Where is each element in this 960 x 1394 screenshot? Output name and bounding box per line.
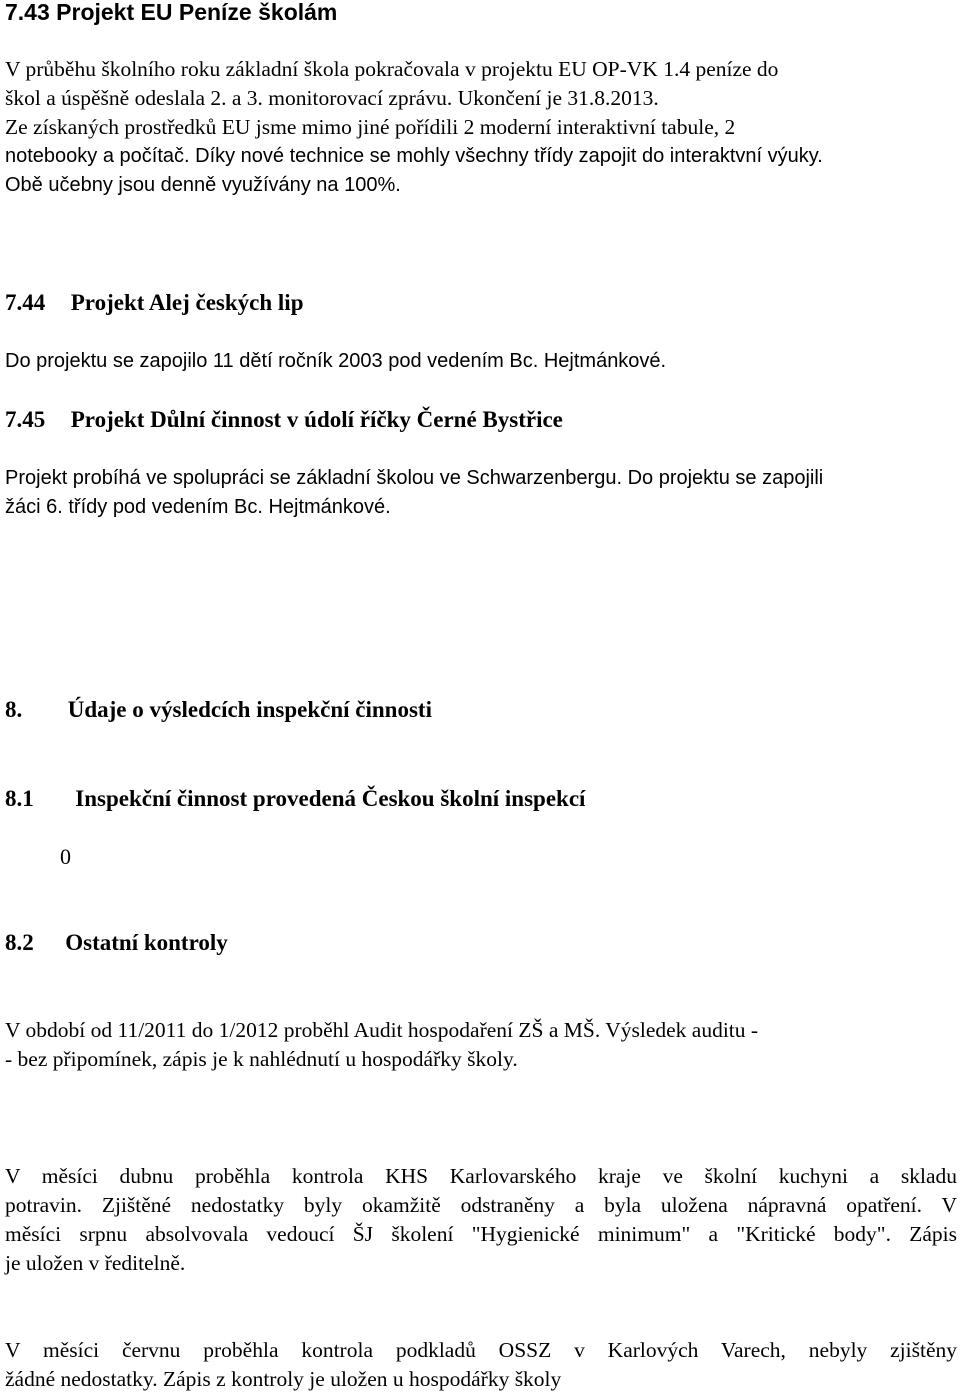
section-7-43-body [5,55,960,200]
body-line: V období od 11/2011 do 1/2012 proběhl Audit hospodaření ZŠ a MŠ. Výsledek auditu - [5,1018,759,1042]
section-number: 8. [5,697,23,722]
body-line: je uložen v ředitelně. [5,1251,186,1275]
section-8-1-heading [5,785,960,813]
section-title: Projekt Alej českých lip [70,290,304,315]
body-line: Do projektu se zapojilo 11 dětí ročník 2003 pod vedením Bc. Hejtmánkové. [5,350,667,372]
body-line: žáci 6. třídy pod vedením Bc. Hejtmánkové. [5,496,391,518]
body-line: notebooky a počítač. Díky nové technice se mohly všechny třídy zapojit do interaktvní výuky. [5,145,823,167]
section-7-44-body [5,347,960,376]
body-line: - bez připomínek, zápis je k nahlédnutí u hospodářky školy. [5,1047,518,1071]
section-8-2-heading [5,929,960,957]
body-line: potravin. Zjištěné nedostatky byly okamžitě odstraněny a byla uložena nápravná opatření. V [5,1193,957,1217]
section-number: 7.44 [5,290,46,315]
body-line: Projekt probíhá ve spolupráci se základní školou ve Schwarzenbergu. Do projektu se zapojili [5,467,824,489]
section-7-44-heading [5,289,960,317]
body-line: V měsíci dubnu proběhla kontrola KHS Karlovarského kraje ve školní kuchyni a skladu [5,1164,957,1188]
section-8-2-paragraph-khs [5,1162,957,1278]
section-8-2-paragraph-audit [5,1016,960,1074]
section-title: Projekt Důlní činnost v údolí říčky Černé Bystřice [70,407,563,432]
body-line: Ze získaných prostředků EU jsme mimo jiné pořídili 2 moderní interaktivní tabule, 2 [5,115,736,139]
section-7-45-body [5,464,960,522]
body-line: žádné nedostatky. Zápis z kontroly je uložen u hospodářky školy [5,1367,562,1391]
body-line: škol a úspěšně odeslala 2. a 3. monitorovací zprávu. Ukončení je 31.8.2013. [5,86,659,110]
body-line: V průběhu školního roku základní škola pokračovala v projektu EU OP-VK 1.4 peníze do [5,57,779,81]
section-title: Inspekční činnost provedená Českou školní inspekcí [75,786,586,811]
body-line: měsíci srpnu absolvovala vedoucí ŠJ školení "Hygienické minimum" a "Kritické body". Zápis [5,1222,957,1246]
section-8-1-value: 0 [60,844,71,869]
body-line: V měsíci červnu proběhla kontrola podkladů OSSZ v Karlových Varech, nebyly zjištěny [5,1338,957,1362]
body-line: Obě učebny jsou denně využívány na 100%. [5,174,401,196]
section-7-45-heading [5,406,960,434]
section-number: 7.45 [5,407,46,432]
section-8-heading [5,696,960,724]
section-number: 8.2 [5,930,34,955]
section-8-2-paragraph-ossz [5,1336,957,1394]
section-title: Údaje o výsledcích inspekční činnosti [67,697,432,722]
section-title: Ostatní kontroly [65,930,228,955]
section-7-43-heading: 7.43 Projekt EU Peníze školám [5,0,338,25]
section-number: 8.1 [5,786,34,811]
